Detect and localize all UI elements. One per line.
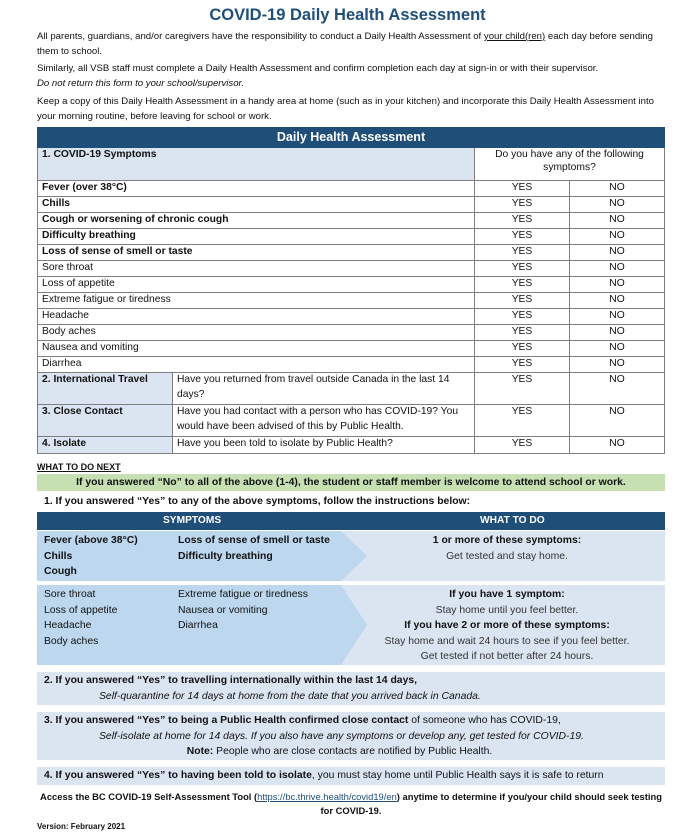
symptom-item: Diarrhea [178, 620, 218, 631]
no-option[interactable]: NO [570, 309, 665, 325]
self-assessment-tool-note [37, 790, 665, 818]
section-covid-symptoms: 1. COVID-19 Symptoms [38, 148, 475, 181]
daily-health-assessment-table [37, 127, 665, 454]
symptom-item: Body aches [44, 635, 99, 647]
symptoms-column-header: SYMPTOMS [163, 515, 222, 526]
no-option[interactable]: NO [570, 261, 665, 277]
group-2-right-symptoms [178, 587, 308, 634]
yes-option[interactable]: YES [475, 197, 570, 213]
group-1-right-symptoms [178, 533, 330, 564]
access-text-b: ) anytime to determine if you/your child should seek testing for COVID-19. [320, 791, 662, 816]
close-contact-row [38, 405, 665, 437]
no-option[interactable]: NO [570, 405, 665, 437]
answer-3-note-label: Note: [186, 746, 214, 757]
intro-p2-italic: Do not return this form to your school/supervisor. [37, 77, 245, 89]
no-option[interactable]: NO [570, 213, 665, 229]
yes-option[interactable]: YES [475, 213, 570, 229]
yes-option[interactable]: YES [475, 277, 570, 293]
symptom-item: Loss of sense of smell or taste [178, 535, 330, 546]
group-1-left-symptoms [44, 533, 138, 580]
isolate-row [38, 437, 665, 454]
symptom-row [38, 293, 665, 309]
isolate-question: Have you been told to isolate by Public Health? [173, 437, 475, 454]
symptom-row [38, 197, 665, 213]
symptom-item: Chills [44, 550, 73, 562]
no-option[interactable]: NO [570, 245, 665, 261]
answer-2-lead: 2. If you answered “Yes” to travelling internationally within the last 14 days, [44, 675, 418, 686]
yes-option[interactable]: YES [475, 357, 570, 373]
close-contact-question: Have you had contact with a person who has COVID-19? You would have been advised of this by Public Health. [173, 405, 475, 437]
symptom-group-1 [37, 531, 665, 581]
intro-paragraph-2 [37, 62, 665, 91]
symptom-item: Headache [44, 620, 92, 631]
international-travel-question: Have you returned from travel outside Canada in the last 14 days? [173, 373, 475, 405]
yes-option[interactable]: YES [475, 405, 570, 437]
symptom-item: Loss of appetite [44, 604, 118, 616]
yes-option[interactable]: YES [475, 261, 570, 277]
group-2-action-bold-2: If you have 2 or more of these symptoms: [404, 620, 610, 631]
symptom-row [38, 277, 665, 293]
symptom-item: Fever (above 38°C) [44, 535, 138, 546]
group-2-action-1: Stay home until you feel better. [435, 604, 579, 616]
symptom-item: Extreme fatigue or tiredness [178, 589, 308, 600]
answer-2-box [37, 672, 665, 705]
isolate-label: 4. Isolate [38, 437, 173, 454]
symptom-label: Difficulty breathing [38, 229, 475, 245]
symptom-row [38, 261, 665, 277]
yes-option[interactable]: YES [475, 341, 570, 357]
no-option[interactable]: NO [570, 325, 665, 341]
yes-option[interactable]: YES [475, 373, 570, 405]
version-label: Version: February 2021 [37, 822, 126, 831]
yes-option[interactable]: YES [475, 325, 570, 341]
symptom-label: Nausea and vomiting [38, 341, 475, 357]
no-option[interactable]: NO [570, 357, 665, 373]
symptom-item: Cough [44, 566, 77, 577]
group-2-left-symptoms [44, 587, 117, 649]
intro-p1-underline: your child(ren) [483, 31, 546, 42]
answer-1-instruction: 1. If you answered “Yes” to any of the above symptoms, follow the instructions below: [44, 496, 471, 507]
symptom-group-2 [37, 585, 665, 665]
yes-option[interactable]: YES [475, 309, 570, 325]
close-contact-label: 3. Close Contact [38, 405, 173, 437]
group-1-action [357, 533, 657, 564]
table-header: Daily Health Assessment [38, 128, 665, 148]
answer-2-instruction: Self-quarantine for 14 days at home from the date that you arrived back in Canada. [99, 690, 481, 702]
answer-3-box [37, 712, 665, 760]
group-2-action-bold-1: If you have 1 symptom: [449, 589, 565, 600]
symptom-label: Extreme fatigue or tiredness [38, 293, 475, 309]
symptom-item: Nausea or vomiting [178, 604, 268, 616]
no-option[interactable]: NO [570, 197, 665, 213]
symptom-row [38, 341, 665, 357]
group-2-action-3: Get tested if not better after 24 hours. [420, 651, 594, 662]
symptoms-question: Do you have any of the following symptoms? [475, 148, 665, 181]
no-option[interactable]: NO [570, 277, 665, 293]
group-2-action-2: Stay home and wait 24 hours to see if you feel better. [384, 635, 630, 647]
self-assessment-link[interactable]: https://bc.thrive.health/covid19/en [257, 791, 397, 802]
no-option[interactable]: NO [570, 373, 665, 405]
group-1-action-text: Get tested and stay home. [446, 550, 568, 562]
symptom-item: Difficulty breathing [178, 550, 273, 562]
symptom-label: Body aches [38, 325, 475, 341]
intro-paragraph-3: Keep a copy of this Daily Health Assessment in a handy area at home (such as in your kitchen) and incorporate this Daily Health Assessment into your morning routine, before leaving for school or work. [37, 96, 654, 122]
symptom-label: Loss of sense of smell or taste [38, 245, 475, 261]
answer-3-instruction: Self-isolate at home for 14 days. If you also have any symptoms or develop any, get tested for COVID-19. [99, 730, 584, 742]
yes-option[interactable]: YES [475, 181, 570, 197]
symptoms-table-header [37, 512, 665, 530]
no-option[interactable]: NO [570, 293, 665, 309]
symptom-label: Headache [38, 309, 475, 325]
symptom-label: Diarrhea [38, 357, 475, 373]
symptom-label: Chills [38, 197, 475, 213]
symptom-row [38, 309, 665, 325]
symptom-label: Sore throat [38, 261, 475, 277]
international-travel-label: 2. International Travel [38, 373, 173, 405]
no-option[interactable]: NO [570, 229, 665, 245]
answer-3-note: People who are close contacts are notified by Public Health. [213, 746, 493, 757]
answer-4-lead-bold: 4. If you answered “Yes” to having been told to isolate [44, 770, 312, 781]
yes-option[interactable]: YES [475, 293, 570, 309]
intro-p2-text: Similarly, all VSB staff must complete a Daily Health Assessment and confirm completion each day at sign-in or with their supervisor. [37, 63, 599, 74]
answer-3-lead-bold: 3. If you answered “Yes” to being a Public Health confirmed close contact [44, 715, 409, 726]
group-1-action-bold: 1 or more of these symptoms: [432, 535, 582, 546]
symptom-row [38, 213, 665, 229]
symptom-row [38, 325, 665, 341]
intro-p1-text-a: All parents, guardians, and/or caregivers have the responsibility to conduct a Daily Health Assessment of [37, 31, 484, 42]
symptom-label: Cough or worsening of chronic cough [38, 213, 475, 229]
all-no-message: If you answered “No” to all of the above (1-4), the student or staff member is welcome to attend school or work. [37, 474, 665, 491]
symptom-row [38, 229, 665, 245]
answer-4-box [37, 767, 665, 785]
intro-p1-text-b: each day before sending them to school. [37, 31, 653, 57]
symptom-row [38, 245, 665, 261]
symptom-label: Loss of appetite [38, 277, 475, 293]
international-travel-row [38, 373, 665, 405]
what-to-do-next-heading: WHAT TO DO NEXT [37, 462, 121, 472]
no-option[interactable]: NO [570, 437, 665, 454]
yes-option[interactable]: YES [475, 245, 570, 261]
page-title: COVID-19 Daily Health Assessment [209, 6, 486, 24]
answer-3-lead-rest: of someone who has COVID-19, [408, 715, 561, 726]
answer-4-lead-rest: , you must stay home until Public Health says it is safe to return [311, 770, 604, 781]
yes-option[interactable]: YES [475, 229, 570, 245]
what-to-do-column-header: WHAT TO DO [480, 515, 545, 526]
symptom-label: Fever (over 38°C) [38, 181, 475, 197]
intro-paragraph-1 [37, 30, 665, 59]
symptom-row [38, 181, 665, 197]
group-2-action [357, 587, 657, 665]
access-text-a: Access the BC COVID-19 Self-Assessment Tool ( [40, 791, 258, 802]
yes-option[interactable]: YES [475, 437, 570, 454]
no-option[interactable]: NO [570, 341, 665, 357]
symptom-row [38, 357, 665, 373]
no-option[interactable]: NO [570, 181, 665, 197]
symptom-item: Sore throat [44, 589, 96, 600]
